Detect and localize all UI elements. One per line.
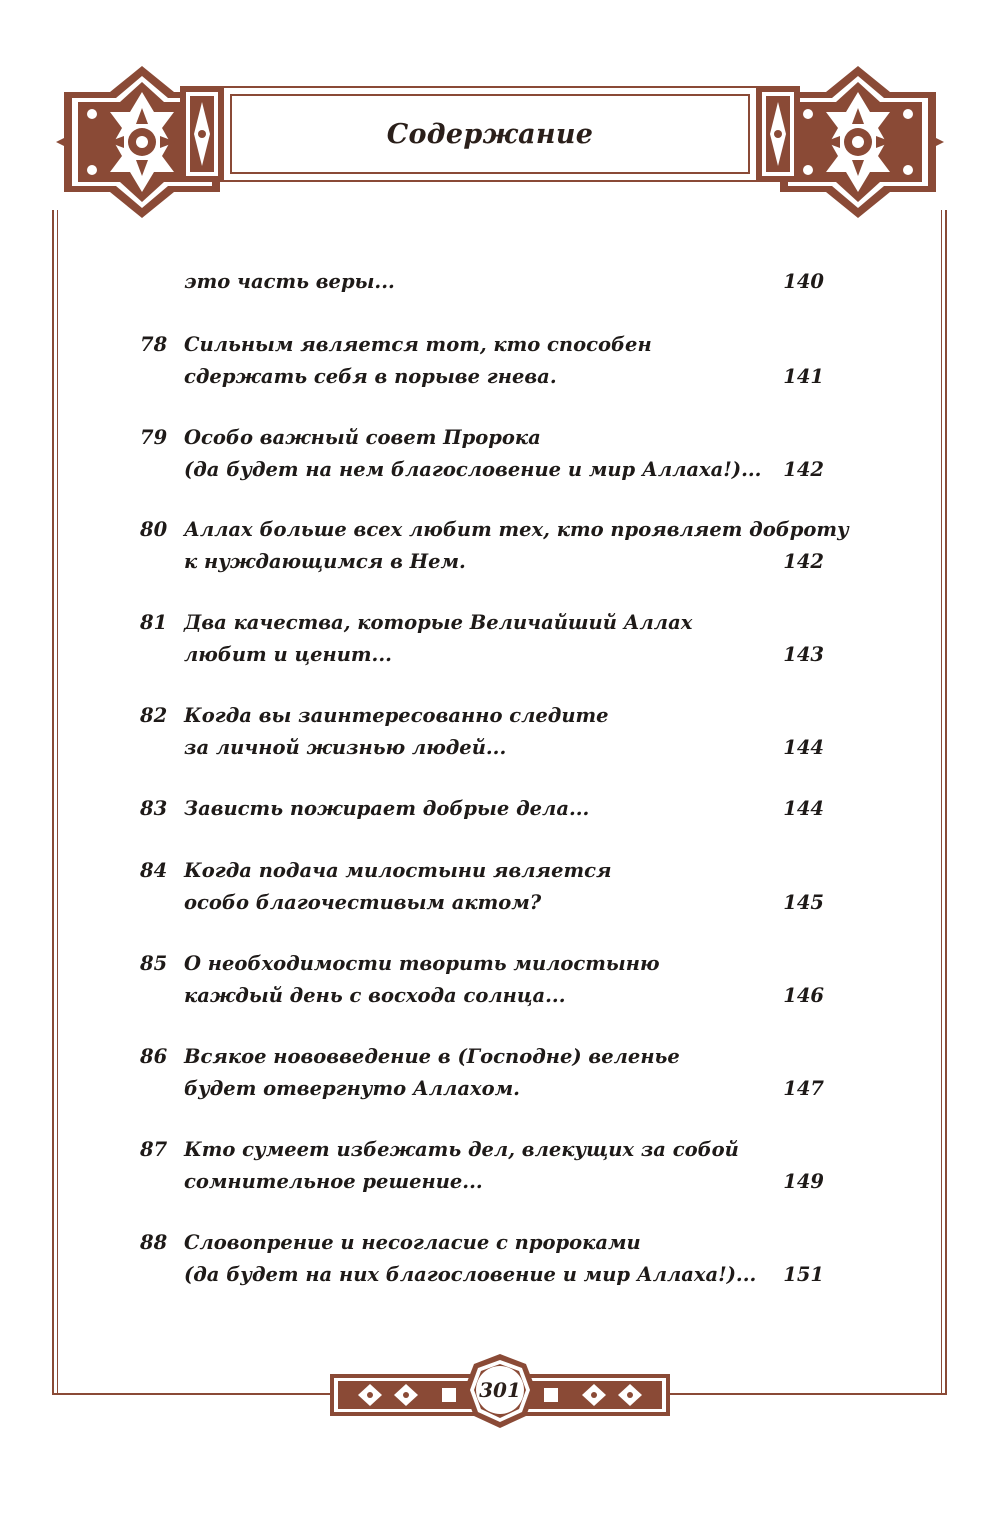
frame-bottom-border-right <box>655 1393 947 1395</box>
toc-entry[interactable] <box>140 329 830 393</box>
entry-number: 87 <box>140 1138 168 1161</box>
entry-page-number: 146 <box>783 984 824 1007</box>
toc-entry[interactable] <box>140 1227 830 1291</box>
toc-entry[interactable] <box>140 1134 830 1198</box>
entry-page-number: 143 <box>783 643 824 666</box>
entry-page-number: 144 <box>783 736 824 759</box>
entry-title-line: любит и ценит... <box>184 643 392 666</box>
toc-entry[interactable] <box>140 1041 830 1105</box>
toc-entry[interactable] <box>140 793 830 825</box>
frame-left-border-inner <box>57 210 58 1395</box>
entry-number: 84 <box>140 859 168 882</box>
entry-title-line: Когда вы заинтересованно следите <box>184 704 609 727</box>
toc-entry[interactable] <box>140 422 830 486</box>
entry-title-line: Сильным является тот, кто способен <box>184 333 652 356</box>
entry-page-number: 141 <box>783 365 824 388</box>
frame-bottom-border-left <box>52 1393 342 1395</box>
entry-title-line: это часть веры... <box>184 270 395 293</box>
entry-title-line: к нуждающимся в Нем. <box>184 550 466 573</box>
entry-number: 83 <box>140 797 168 820</box>
entry-title-line: О необходимости творить милостыню <box>184 952 660 975</box>
toc-entry[interactable] <box>140 514 849 578</box>
entry-title-line: Особо важный совет Пророка <box>184 426 541 449</box>
entry-title-line: каждый день с восхода солнца... <box>184 984 566 1007</box>
toc-entry[interactable] <box>140 700 830 764</box>
header-ornament-right-inner <box>756 86 800 182</box>
entry-page-number: 140 <box>783 270 824 293</box>
frame-left-border <box>52 210 54 1395</box>
entry-page-number: 151 <box>783 1263 824 1286</box>
page-number-medallion <box>462 1352 538 1428</box>
entry-title-line: сомнительное решение... <box>184 1170 483 1193</box>
entry-page-number: 144 <box>783 797 824 820</box>
entry-number: 85 <box>140 952 168 975</box>
entry-page-number: 147 <box>783 1077 824 1100</box>
header-ornament-left-inner <box>180 86 224 182</box>
entry-number: 88 <box>140 1231 168 1254</box>
frame-right-border <box>945 210 947 1395</box>
entry-title-line: Кто сумеет избежать дел, влекущих за собой <box>184 1138 739 1161</box>
entry-title-line: Аллах больше всех любит тех, кто проявляет доброту <box>184 518 849 541</box>
entry-title-line: особо благочестивым актом? <box>184 891 542 914</box>
entry-number: 80 <box>140 518 168 541</box>
entry-title-line: Зависть пожирает добрые дела... <box>184 797 590 820</box>
entry-number: 78 <box>140 333 168 356</box>
page-number: 301 <box>479 1378 521 1402</box>
toc-entry[interactable] <box>140 266 830 298</box>
header-title-box <box>222 86 758 182</box>
page-title: Содержание <box>386 118 594 150</box>
entry-number: 82 <box>140 704 168 727</box>
entry-page-number: 142 <box>783 458 824 481</box>
toc-entry[interactable] <box>140 607 830 671</box>
entry-number: 86 <box>140 1045 168 1068</box>
entry-page-number: 145 <box>783 891 824 914</box>
entry-title-line: за личной жизнью людей... <box>184 736 507 759</box>
entry-title-line: (да будет на них благословение и мир Аллаха!)... <box>184 1263 757 1286</box>
toc-entry[interactable] <box>140 948 830 1012</box>
entry-title-line: будет отвергнуто Аллахом. <box>184 1077 520 1100</box>
entry-title-line: сдержать себя в порыве гнева. <box>184 365 557 388</box>
frame-right-border-inner <box>941 210 942 1395</box>
entry-number: 81 <box>140 611 168 634</box>
entry-title-line: Два качества, которые Величайший Аллах <box>184 611 693 634</box>
entry-title-line: Всякое нововведение в (Господне) веленье <box>184 1045 680 1068</box>
toc-entry[interactable] <box>140 855 830 919</box>
entry-title-line: Словопрение и несогласие с пророками <box>184 1231 641 1254</box>
entry-page-number: 149 <box>783 1170 824 1193</box>
entry-number: 79 <box>140 426 168 449</box>
entry-page-number: 142 <box>783 550 824 573</box>
entry-title-line: Когда подача милостыни является <box>184 859 612 882</box>
entry-title-line: (да будет на нем благословение и мир Аллаха!)... <box>184 458 762 481</box>
